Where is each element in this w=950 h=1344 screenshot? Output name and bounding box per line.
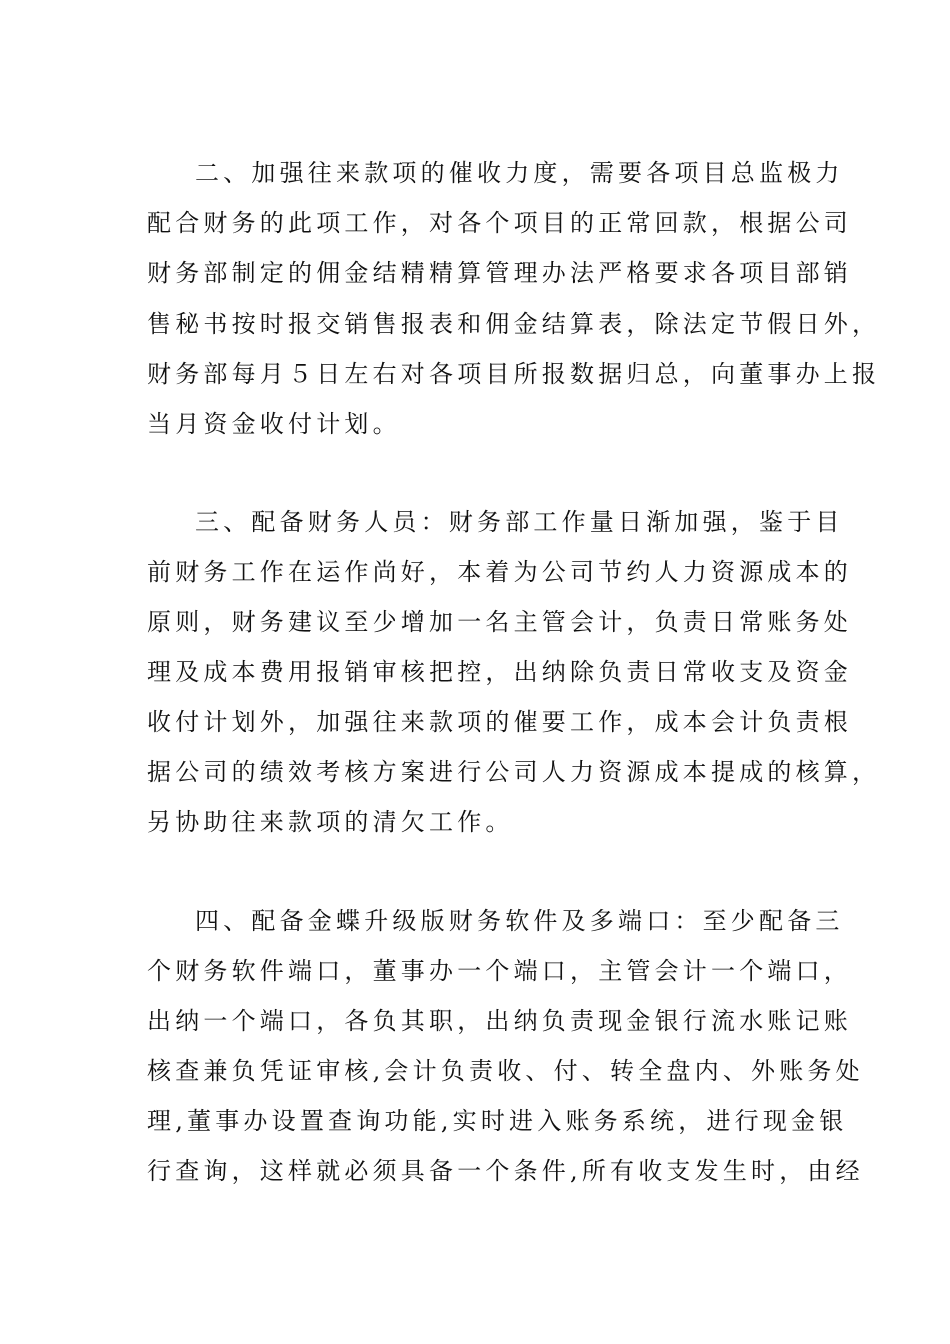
paragraph-line: 收付计划外，加强往来款项的催要工作，成本会计负责根 <box>147 708 852 736</box>
paragraph-line: 三、配备财务人员：财务部工作量日渐加强，鉴于目 <box>195 508 844 536</box>
paragraph-line: 当月资金收付计划。 <box>147 410 401 438</box>
paragraph-line: 理及成本费用报销审核把控，出纳除负责日常收支及资金 <box>147 658 852 686</box>
paragraph-line: 原则，财务建议至少增加一名主管会计，负责日常账务处 <box>147 608 852 636</box>
paragraph-line: 财务部制定的佣金结精精算管理办法严格要求各项目部销 <box>147 259 852 287</box>
paragraph-line: 据公司的绩效考核方案进行公司人力资源成本提成的核算， <box>147 758 881 786</box>
paragraph-line: 出纳一个端口，各负其职，出纳负责现金银行流水账记账 <box>147 1007 852 1035</box>
paragraph-line: 另协助往来款项的清欠工作。 <box>147 808 514 836</box>
paragraph-line: 核查兼负凭证审核,会计负责收、付、转全盘内、外账务处 <box>147 1057 864 1085</box>
paragraph-line: 四、配备金蝶升级版财务软件及多端口：至少配备三 <box>195 907 844 935</box>
paragraph-line: 个财务软件端口，董事办一个端口，主管会计一个端口， <box>147 957 852 985</box>
paragraph-line: 二、加强往来款项的催收力度，需要各项目总监极力 <box>195 159 844 187</box>
paragraph-line: 配合财务的此项工作，对各个项目的正常回款，根据公司 <box>147 209 852 237</box>
paragraph-line: 前财务工作在运作尚好，本着为公司节约人力资源成本的 <box>147 558 852 586</box>
paragraph-line: 财务部每月５日左右对各项目所报数据归总，向董事办上报 <box>147 360 881 388</box>
paragraph-line: 理,董事办设置查询功能,实时进入账务系统，进行现金银 <box>147 1107 848 1135</box>
paragraph-line: 行查询，这样就必须具备一个条件,所有收支发生时，由经 <box>147 1157 864 1185</box>
paragraph-line: 售秘书按时报交销售报表和佣金结算表，除法定节假日外， <box>147 310 881 338</box>
